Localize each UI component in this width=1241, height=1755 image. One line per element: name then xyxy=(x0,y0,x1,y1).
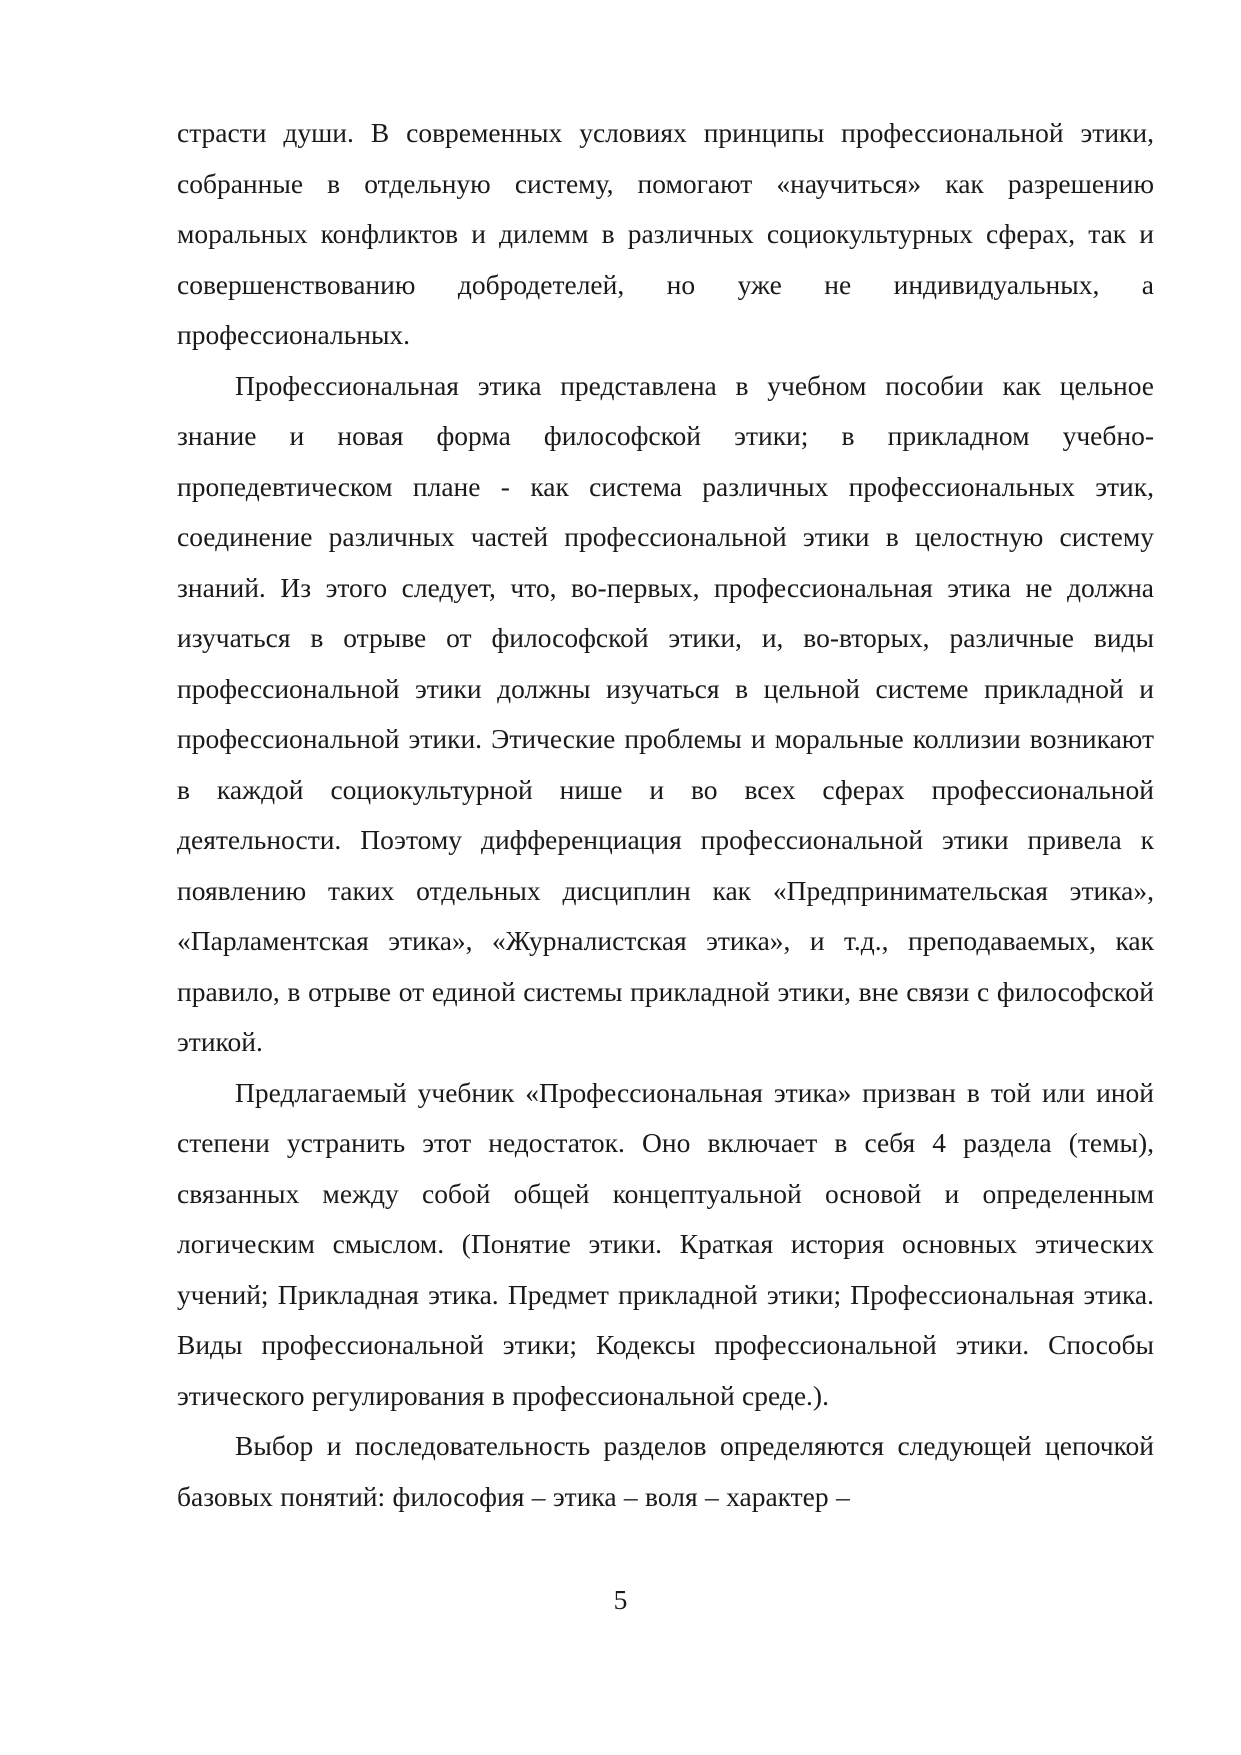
paragraph-textbook-sections: Предлагаемый учебник «Профессиональная этика» призван в той или иной степени устранить этот недостаток. Оно включает в себя 4 раздела (темы), связанных между собой общей концептуальной основой и определенным логическим смыслом. (Понятие этики. Краткая история основных этических учений; Прикладная этика. Предмет прикладной этики; Профессиональная этика. Виды профессиональной этики; Кодексы профессиональной этики. Способы этического регулирования в профессиональной среде.). xyxy=(177,1076,1154,1411)
paragraph-professional-ethics: Профессиональная этика представлена в учебном пособии как цельное знание и новая форма философской этики; в прикладном учебно-пропедевтическом плане - как система различных профессиональных этик, соединение различных частей профессиональной этики в целостную систему знаний. Из этого следует, что, во-первых, профессиональная этика не должна изучаться в отрыве от философской этики, и, во-вторых, различные виды профессиональной этики должны изучаться в цельной системе прикладной и профессиональной этики. Этические проблемы и моральные коллизии возникают в каждой социокультурной нише и во всех сферах профессиональной деятельности. Поэтому дифференциация профессиональной этики привела к появлению таких отдельных дисциплин как «Предпринимательская этика», «Парламентская этика», «Журналистская этика», и т.д., преподаваемых, как правило, в отрыве от единой системы прикладной этики, вне связи с философской этикой. xyxy=(177,369,1154,1057)
page-body xyxy=(177,108,1154,1522)
page-number: 5 xyxy=(613,1584,628,1615)
paragraph-basic-concepts: Выбор и последовательность разделов определяются следующей цепочкой базовых понятий: философия – этика – воля – характер – xyxy=(177,1430,1154,1512)
paragraph-continuation: страсти души. В современных условиях принципы профессиональной этики, собранные в отдельную систему, помогают «научиться» как разрешению моральных конфликтов и дилемм в различных социокультурных сферах, так и совершенствованию добродетелей, но уже не индивидуальных, а профессиональных. xyxy=(177,117,1154,350)
